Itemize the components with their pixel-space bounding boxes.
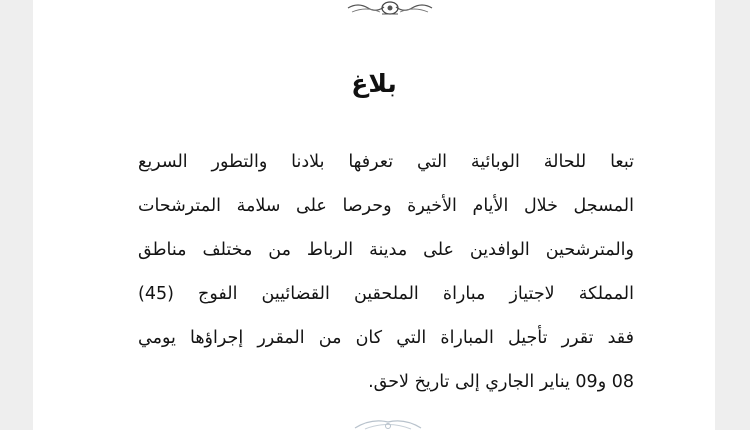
notice-line-4: المملكة لاجتياز مباراة الملحقين القضائيين الفوج (45)	[138, 284, 634, 304]
royal-emblem-icon	[346, 0, 434, 16]
notice-line-5: فقد تقرر تأجيل المباراة التي كان من المقرر إجراؤها يومي	[138, 328, 634, 348]
watermark-emblem-icon	[351, 416, 425, 430]
notice-line-1: تبعا للحالة الوبائية التي تعرفها بلادنا والتطور السريع	[138, 152, 634, 172]
notice-body	[138, 140, 634, 404]
document-page	[33, 0, 715, 430]
notice-line-6: 08 و09 يناير الجاري إلى تاريخ لاحق.	[368, 372, 634, 392]
notice-line-2: المسجل خلال الأيام الأخيرة وحرصا على سلامة المترشحات	[138, 196, 634, 216]
notice-line-3: والمترشحين الوافدين على مدينة الرباط من مختلف مناطق	[138, 240, 634, 260]
notice-title: بلاغ	[351, 69, 397, 98]
